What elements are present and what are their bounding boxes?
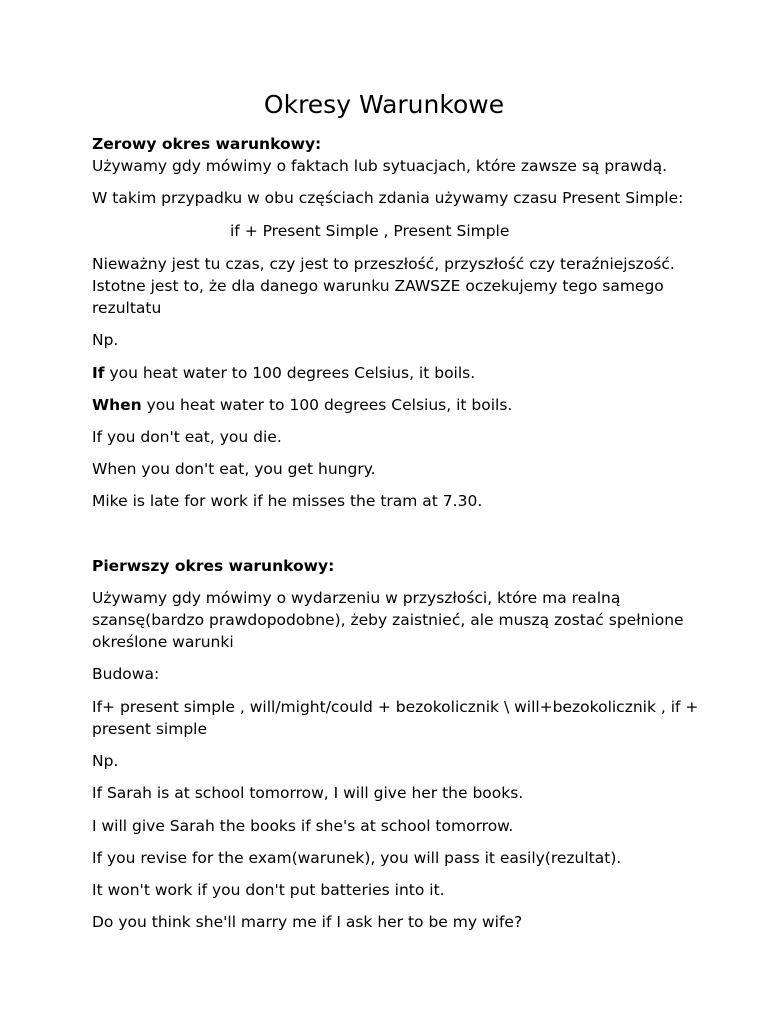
example-line: When you don't eat, you get hungry. <box>92 460 376 478</box>
example-line: If you don't eat, you die. <box>92 428 282 446</box>
example-text: you heat water to 100 degrees Celsius, it boils. <box>104 364 476 382</box>
example-line: Mike is late for work if he misses the tram at 7.30. <box>92 492 483 510</box>
formula-line: if + Present Simple , Present Simple <box>230 222 510 240</box>
example-line: Do you think she'll marry me if I ask her to be my wife? <box>92 913 523 931</box>
paragraph-line: Istotne jest to, że dla danego warunku ZAWSZE oczekujemy tego samego <box>92 277 664 295</box>
section-heading-first: Pierwszy okres warunkowy: <box>92 557 335 575</box>
example-line: If Sarah is at school tomorrow, I will give her the books. <box>92 784 524 802</box>
paragraph-line: szansę(bardzo prawdopodobne), żeby zaistnieć, ale muszą zostać spełnione <box>92 611 684 629</box>
example-line: It won't work if you don't put batteries into it. <box>92 881 445 899</box>
paragraph: W takim przypadku w obu częściach zdania używamy czasu Present Simple: <box>92 189 684 207</box>
example-line <box>92 362 692 384</box>
paragraph-line: Używamy gdy mówimy o wydarzeniu w przyszłości, które ma realną <box>92 589 621 607</box>
paragraph-line: rezultatu <box>92 299 162 317</box>
example-line <box>92 394 692 416</box>
bold-keyword: When <box>92 396 142 414</box>
np-label: Np. <box>92 331 119 349</box>
paragraph-line: Nieważny jest tu czas, czy jest to przeszłość, przyszłość czy teraźniejszość. <box>92 255 675 273</box>
example-text: you heat water to 100 degrees Celsius, it boils. <box>141 396 513 414</box>
section-heading-zero: Zerowy okres warunkowy: <box>92 135 322 153</box>
paragraph-line: określone warunki <box>92 633 234 651</box>
example-line: I will give Sarah the books if she's at school tomorrow. <box>92 817 514 835</box>
paragraph: Używamy gdy mówimy o faktach lub sytuacjach, które zawsze są prawdą. <box>92 157 667 175</box>
np-label: Np. <box>92 752 119 770</box>
document-title: Okresy Warunkowe <box>263 90 505 119</box>
example-line: If you revise for the exam(warunek), you will pass it easily(rezultat). <box>92 849 622 867</box>
budowa-label: Budowa: <box>92 665 160 683</box>
bold-keyword: If <box>92 364 105 382</box>
structure-line: If+ present simple , will/might/could + bezokolicznik \ will+bezokolicznik , if + <box>92 698 699 716</box>
structure-line: present simple <box>92 720 208 738</box>
